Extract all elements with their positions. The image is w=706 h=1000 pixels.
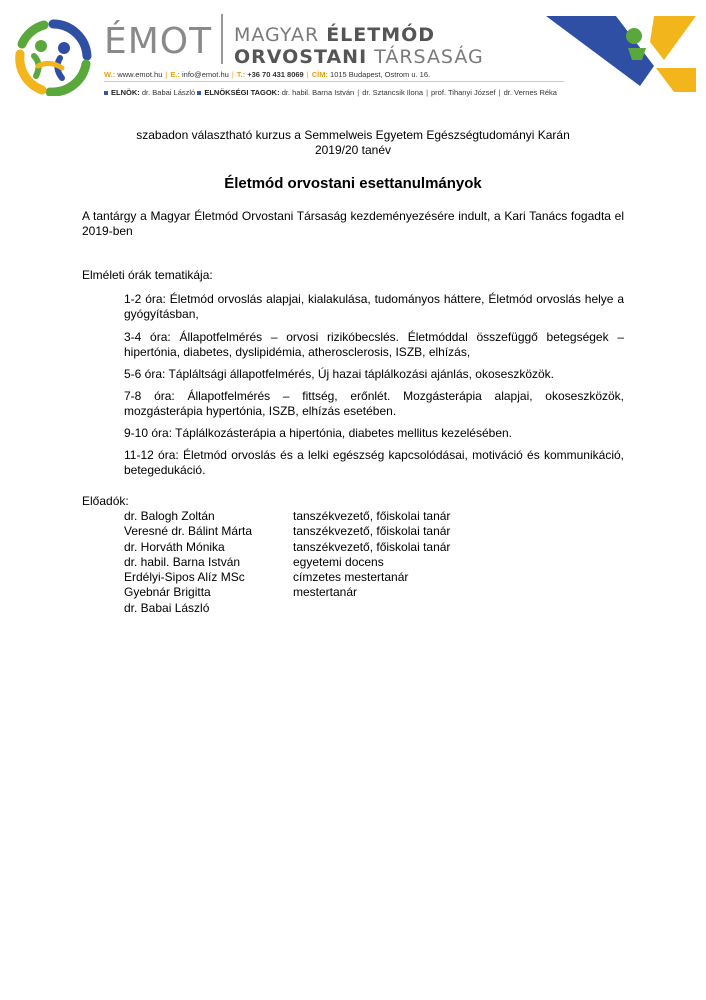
presenter-role: tanszékvezető, főiskolai tanár [293,524,451,539]
course-subtitle: szabadon választható kurzus a Semmelweis Egyetem Egészségtudományi Karán [136,128,570,142]
partner-logo-icon [546,12,696,92]
topic-item: 3-4 óra: Állapotfelmérés – orvosi rizikóbecslés. Életmóddal összefüggő betegségek – hipertónia, diabetes, dyslipidémia, atherosclerosis, ISZB, elhízás, [124,330,624,359]
board-member: dr. Sztancsik Ilona [362,88,424,97]
intro-paragraph: A tantárgy a Magyar Életmód Orvostani Társaság kezdeményezésére indult, a Kari Tanács fogadta el 2019-ben [82,209,624,238]
presenter-name: dr. Horváth Mónika [124,539,225,554]
board-member: prof. Tihanyi József [431,88,496,97]
presenter-row [124,585,450,600]
presenter-row [124,570,450,585]
phone-number: +36 70 431 8069 [247,70,304,79]
presenter-row [124,509,450,524]
contact-label: CÍM: [311,70,328,79]
presenters-heading: Előadók: [82,494,129,508]
brand-name-part-bold: ÉLETMÓD [326,24,436,46]
topic-item: 1-2 óra: Életmód orvoslás alapjai, kialakulása, tudományos háttere, Életmód orvoslás helye a gyógyításban, [124,292,624,321]
bullet-icon [197,91,201,95]
presenter-row [124,555,450,570]
presenter-row [124,540,450,555]
topic-item: 5-6 óra: Tápláltsági állapotfelmérés, Új hazai táplálkozási ajánlás, okoseszközök. [124,367,555,381]
presenter-name: Erdélyi-Sipos Alíz MSc [124,570,245,585]
topic-item: 7-8 óra: Állapotfelmérés – fittség, erőnlét. Mozgásterápia alapjai, okoseszközök, mozgásterápia hypertónia, ISZB, elhízás esetében. [124,389,624,418]
board-member: dr. habil. Barna István [281,88,355,97]
contact-label: E.: [170,70,180,79]
presenter-name: dr. Balogh Zoltán [124,509,215,523]
brand-short-name: ÉMOT [104,21,213,62]
topic-item: 9-10 óra: Táplálkozásterápia a hipertónia, diabetes mellitus kezelésében. [124,426,513,440]
presenter-role: címzetes mestertanár [293,570,409,585]
president-name: dr. Babai László [141,88,196,97]
officer-label: ELNÖK: [111,88,140,97]
brand-name-line-2 [234,46,484,68]
presenter-row [124,601,450,616]
presenter-name: Veresné dr. Bálint Márta [124,524,253,539]
letterhead [0,0,706,105]
academic-year: 2019/20 tanév [314,143,392,157]
presenter-name: dr. Babai László [124,600,210,615]
brand-divider [221,14,223,64]
board-member: dr. Vernes Réka [503,88,557,97]
presenter-role: egyetemi docens [293,554,384,569]
topics-heading: Elméleti órák tematikája: [82,268,213,282]
emot-logo-icon [8,18,98,96]
bullet-icon [104,91,108,95]
address: 1015 Budapest, Ostrom u. 16. [330,70,431,79]
presenters-list [124,509,450,616]
officers-row: ELNÖK: dr. Babai László ELNÖKSÉGI TAGOK: dr. habil. Barna István | dr. Sztancsik Ilona | prof. Tihanyi József | dr. Vernes Réka [104,88,557,97]
brand-name-part-bold: ORVOSTANI [234,46,368,68]
website-link[interactable]: www.emot.hu [117,70,163,79]
presenter-role: tanszékvezető, főiskolai tanár [293,539,451,554]
course-title: Életmód orvostani esettanulmányok [224,175,482,192]
presenter-row [124,524,450,539]
contact-label: T.: [236,70,246,79]
brand-name-part: TÁRSASÁG [367,46,484,68]
topics-list [124,292,624,478]
presenter-role: tanszékvezető, főiskolai tanár [293,509,451,523]
letterhead-rule [104,81,564,82]
contact-label: W.: [104,70,116,79]
officer-label: ELNÖKSÉGI TAGOK: [204,88,280,97]
presenter-role: mestertanár [293,585,358,600]
contact-row: W.: www.emot.hu | E.: info@emot.hu | T.: +36 70 431 8069 | CÍM: 1015 Budapest, Ostrom u. 16. [104,70,431,79]
topic-item: 11-12 óra: Életmód orvoslás és a lelki egészség kapcsolódásai, motiváció és kommunikáció, betegedukáció. [124,448,624,477]
brand-name-line-1 [234,24,435,46]
brand-name-part: MAGYAR [234,24,327,46]
presenter-name: Gyebnár Brigitta [124,585,211,600]
presenter-name: dr. habil. Barna István [124,554,241,569]
email-link[interactable]: info@emot.hu [182,70,229,79]
